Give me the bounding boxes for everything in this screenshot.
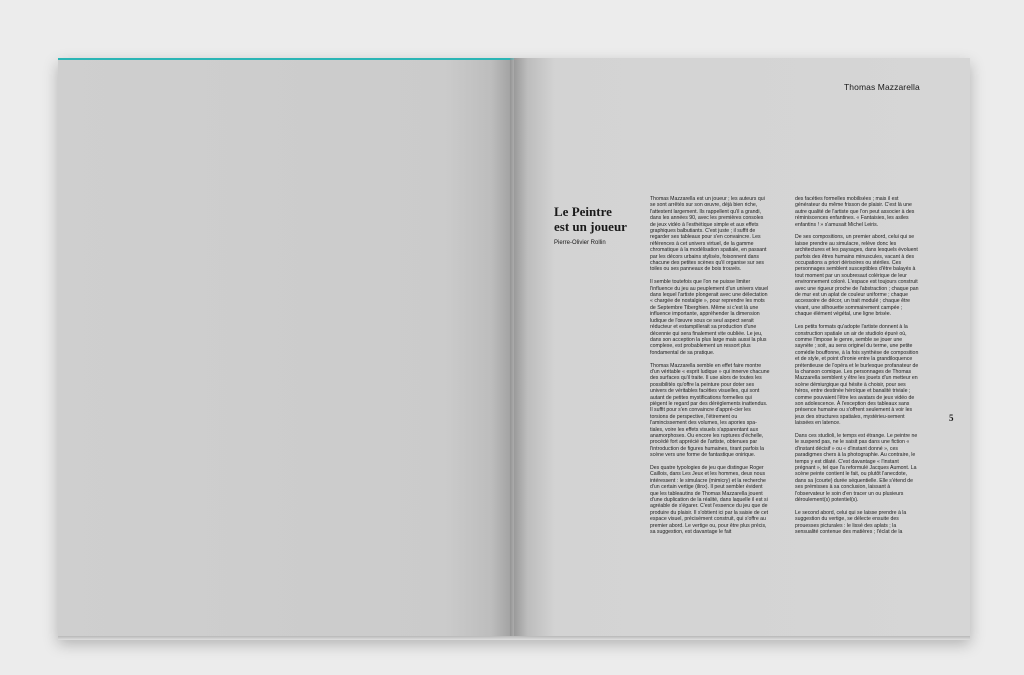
paragraph: des facéties formelles mobilisées ; mais il est générateur du même frisson de plaisir. C'est là une autre qualité de l'artiste que l'on peut associer à des réminiscences enfantines. « Fantaisies, les asiles enfantins ! » s'amusait Michel Leiris. <box>795 196 915 228</box>
paragraph: Le second abord, celui qui se laisse prendre à la suggestion du vertige, se délecte ensuite des prouesses picturales : le lissé des aplats ; la sensualité contenue des matières ; l'éclat de la <box>795 509 907 536</box>
paragraph: Il semble toutefois que l'on ne puisse limiter l'influence du jeu au peuplement d'un univers visuel dans lequel l'artiste plongerait avec une délectation « chargée de nostalgie », pour reprendre les mots de Septembre Tiberghien. Même si c'est là une influence importante, appréhender la dimension ludique de l'œuvre sous ce seul aspect serait réducteur et estampillerait sa production d'une décennie qui sera finalement vite oubliée. Le jeu, dans son acception la plus large mais aussi la plus complexe, est probablement un ressort plus fondamental de sa pratique. <box>650 279 769 356</box>
article-title <box>554 204 654 234</box>
page-edge <box>58 636 970 640</box>
paragraph: Dans ces studioli, le temps est étrange. Le peintre ne le suspend pas, ne le saisit pas dans une fiction « d'instant décisif » ou « d'instant donné », ces paradigmes chers à la photographie. Au contraire, le temps y est dilaté. C'est davantage « l'instant prégnant », tel que l'a reformulé Jacques Aumont. La scène peinte contient le fait, ou plutôt l'anecdote, dans sa (courte) durée séquentielle. Elle s'étend de ses prémisses à sa conclusion, laissant à l'observateur le soin d'en tracer un ou plusieurs déroulement(s) potentiel(s). <box>795 432 918 504</box>
title-line-2: est un joueur <box>554 219 627 234</box>
left-page-blank <box>58 58 514 638</box>
title-line-1: Le Peintre <box>554 204 612 219</box>
page-number: 5 <box>949 413 954 423</box>
right-page <box>514 58 970 638</box>
paragraph: Les petits formats qu'adopte l'artiste donnent à la construction spatiale un air de studiolo épuré où, comme l'impose le genre, semble se jouer une saynète ; soit, au sens originel du terme, une petite comédie bouffonne, à la fois synthèse de composition et de style, et point d'ironie entre la grandiloquence prétentieuse de l'opéra et le burlesque profanateur de la chanson comique. Les personnages de Thomas Mazzarella semblent y être les jouets d'un metteur en scène démiurgique qui hésite à choisir, pour ses héros, entre destinée héroïque et banalité triviale ; comme pouvaient l'être les avatars de jeux vidéo de son adolescence. À l'exception des tableaux sans présence humaine ou s'offrent seulement à voir les jeux des structures spatiales, mystérieu-sement laissées en latence. <box>795 324 919 427</box>
paragraph: Thomas Mazzarella est un joueur ; les auteurs qui se sont arrêtés sur son œuvre, déjà bien riche, l'attestent largement. Ils rappellent qu'il a grandi, dans les années 90, avec les premières consoles de jeux vidéo à l'esthétique simple et aux effets graphiques balbutiants. C'est juste ; il suffit de regarder ses tableaux pour s'en convaincre. Les références à cet univers virtuel, de la gamme chromatique à la modélisation spatiale, en passant par les décors urbains stylisés, foisonnent dans chacune des petites scènes qu'il organise sur ses toiles ou ses panneaux de bois trouvés. <box>650 196 767 273</box>
text-column-2 <box>795 196 919 596</box>
text-column-1 <box>650 196 770 596</box>
author-name: Pierre-Olivier Rollin <box>554 240 606 246</box>
paragraph: Des quatre typologies de jeu que distingue Roger Caillois, dans Les Jeux et les hommes, deux nous intéressent : le simulacre (mimicry) et la recherche d'un certain vertige (ilinx). Il peut sembler évident que les tableautins de Thomas Mazzarella jouent d'une duplication de la réalité, dans laquelle il est si agréable de s'égarer. C'est l'essence du jeu que de produire du plaisir. Il s'obtient ici par la saisie de cet espace visuel, précisément construit, qui s'offre au premier abord. Le vertige ou, pour être plus précis, sa suggestion, est davantage le fait <box>650 465 769 536</box>
paragraph: Thomas Mazzarella semble en effet faire montre d'un véritable « esprit ludique » qui innerve chacune des surfaces qu'il traite. Il use alors de toutes les possibilités qu'offre la peinture pour doter ses univers de véritables facéties visuelles, qui sont autant de petites mystifications formelles qui piègent le regard par des dérèglements inattendus. Il suffit pour s'en convaincre d'appré-cier les torsions de perspective, l'étirement ou l'amincissement des volumes, les apories spa-tiales, voire les effets visuels s'apparentant aux anamorphoses. Ou encore les ruptures d'échelle, procédé fort apprécié de l'artiste, obtenues par l'introduction de figures humaines, tirant parfois la scène vers une forme de fantastique onirique. <box>650 362 770 459</box>
open-book <box>58 58 970 638</box>
paragraph: De ses compositions, un premier abord, celui qui se laisse prendre au simulacre, relève donc les architectures et les paysages, dans lesquels évoluent parfois des êtres humains minuscules, vacant à des occupations a priori dérisoires ou stériles. Ces personnages semblent susceptibles d'être balayés à tout moment par un soubresaut colérique de leur environnement coloré. L'espace est toujours construit avec une rigueur proche de l'abstraction ; chaque pan de mur est un aplat de couleur uniforme ; chaque accessoire de décor, un trait modulé ; chaque être vivant, une silhouette sommairement campée ; chaque élément végétal, une ligne brisée. <box>795 234 919 318</box>
running-head: Thomas Mazzarella <box>844 82 920 92</box>
